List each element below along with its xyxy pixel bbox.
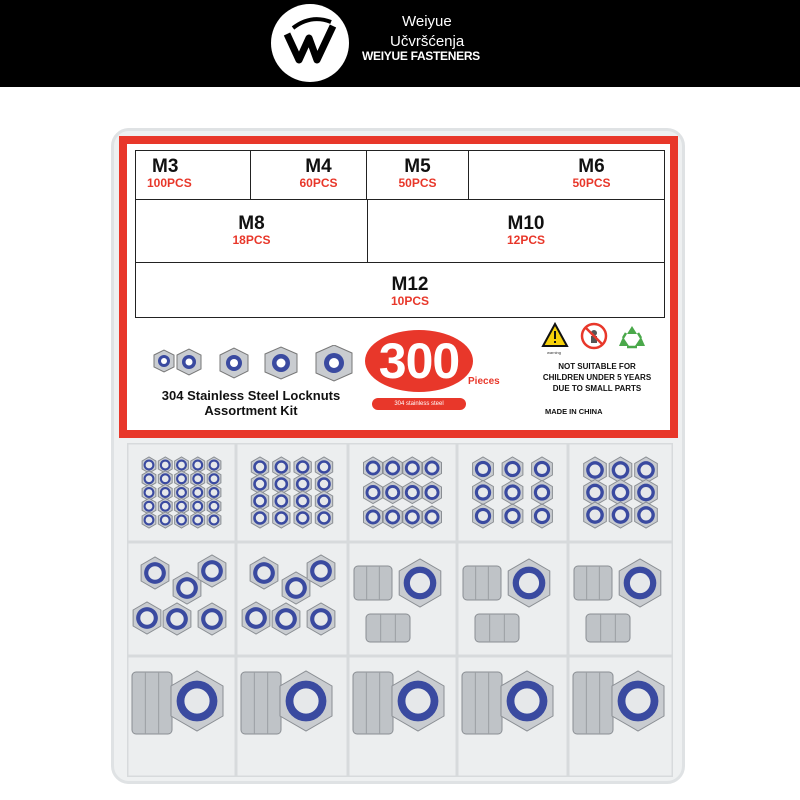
warning-line: DUE TO SMALL PARTS (552, 384, 642, 393)
size-cell-m3 (135, 150, 251, 200)
locknut-icon (142, 512, 156, 528)
no-children-icon (580, 322, 608, 350)
size-label: M12 (391, 274, 429, 295)
count-label: 18PCS (232, 233, 271, 247)
hex-nut-side-icon (366, 614, 410, 642)
compartment-tray (127, 443, 673, 777)
locknut-icon (220, 348, 248, 378)
hex-nut-side-icon (475, 614, 519, 642)
locknut-icon (383, 482, 402, 504)
hex-nut-side-icon (463, 566, 501, 600)
brand-tagline: WEIYUE FASTENERS (362, 49, 480, 63)
hex-nut-side-icon (354, 566, 392, 600)
size-cell-m4 (250, 150, 367, 200)
size-label: M5 (404, 156, 431, 177)
size-cell-m10 (367, 199, 665, 263)
origin-label: MADE IN CHINA (545, 407, 603, 416)
count-label: 60PCS (299, 176, 338, 190)
locknut-icon (191, 512, 205, 528)
size-cell-m8 (135, 199, 368, 263)
locknut-icon (265, 347, 297, 379)
size-label: M4 (305, 156, 332, 177)
locknut-icon (364, 506, 383, 528)
locknut-icon (403, 482, 422, 504)
locknut-icon (383, 457, 402, 479)
hex-nut-side-icon (574, 566, 612, 600)
locknut-icon (154, 350, 174, 372)
count-label: 100PCS (147, 176, 192, 190)
warning-caption: warning (547, 350, 562, 355)
locknut-icon (294, 508, 311, 528)
locknut-icon (273, 508, 290, 528)
locknut-icon (251, 508, 268, 528)
sample-locknuts (140, 345, 360, 387)
hex-nut-side-icon (462, 672, 502, 734)
hex-nut-side-icon (132, 672, 172, 734)
size-cell-m5 (366, 150, 469, 200)
hex-nut-side-icon (573, 672, 613, 734)
total-unit: Pieces (468, 376, 500, 387)
hex-nut-side-icon (586, 614, 630, 642)
locknut-icon (423, 482, 442, 504)
locknut-icon (175, 512, 189, 528)
count-label: 50PCS (398, 176, 437, 190)
total-count: 300 (365, 330, 473, 392)
size-label: M6 (578, 156, 605, 177)
size-label: M10 (507, 213, 545, 234)
count-label: 12PCS (506, 233, 546, 247)
locknut-icon (177, 349, 201, 375)
size-label: M3 (152, 156, 179, 177)
locknut-icon (403, 506, 422, 528)
locknut-icon (207, 512, 221, 528)
brand-name: Weiyue (402, 13, 452, 30)
hex-nut-side-icon (241, 672, 281, 734)
locknut-icon (423, 506, 442, 528)
locknut-icon (364, 482, 383, 504)
hex-nut-side-icon (353, 672, 393, 734)
size-cell-m12 (135, 262, 665, 318)
kit-title (140, 388, 362, 418)
locknut-icon (383, 506, 402, 528)
kit-title-line2: Assortment Kit (204, 403, 298, 418)
size-cell-m6 (468, 150, 665, 200)
locknut-icon (316, 345, 352, 381)
recycle-icon (617, 323, 647, 351)
locknut-icon (315, 508, 332, 528)
brand-name-local: Učvršćenja (390, 33, 465, 50)
brand-logo-icon (271, 4, 349, 82)
kit-title-line1: 304 Stainless Steel Locknuts (161, 388, 341, 403)
warning-line: CHILDREN UNDER 5 YEARS (542, 373, 652, 382)
safety-warning (519, 361, 675, 394)
warning-triangle-icon (541, 322, 569, 348)
brand-header (0, 0, 800, 87)
warning-line: NOT SUITABLE FOR (558, 362, 636, 371)
material-badge: 304 stainless steel (372, 398, 466, 410)
count-label: 50PCS (572, 176, 611, 190)
locknut-icon (364, 457, 383, 479)
count-label: 10PCS (390, 294, 430, 308)
locknut-icon (423, 457, 442, 479)
locknut-icon (403, 457, 422, 479)
locknut-icon (158, 512, 172, 528)
size-label: M8 (238, 213, 265, 234)
